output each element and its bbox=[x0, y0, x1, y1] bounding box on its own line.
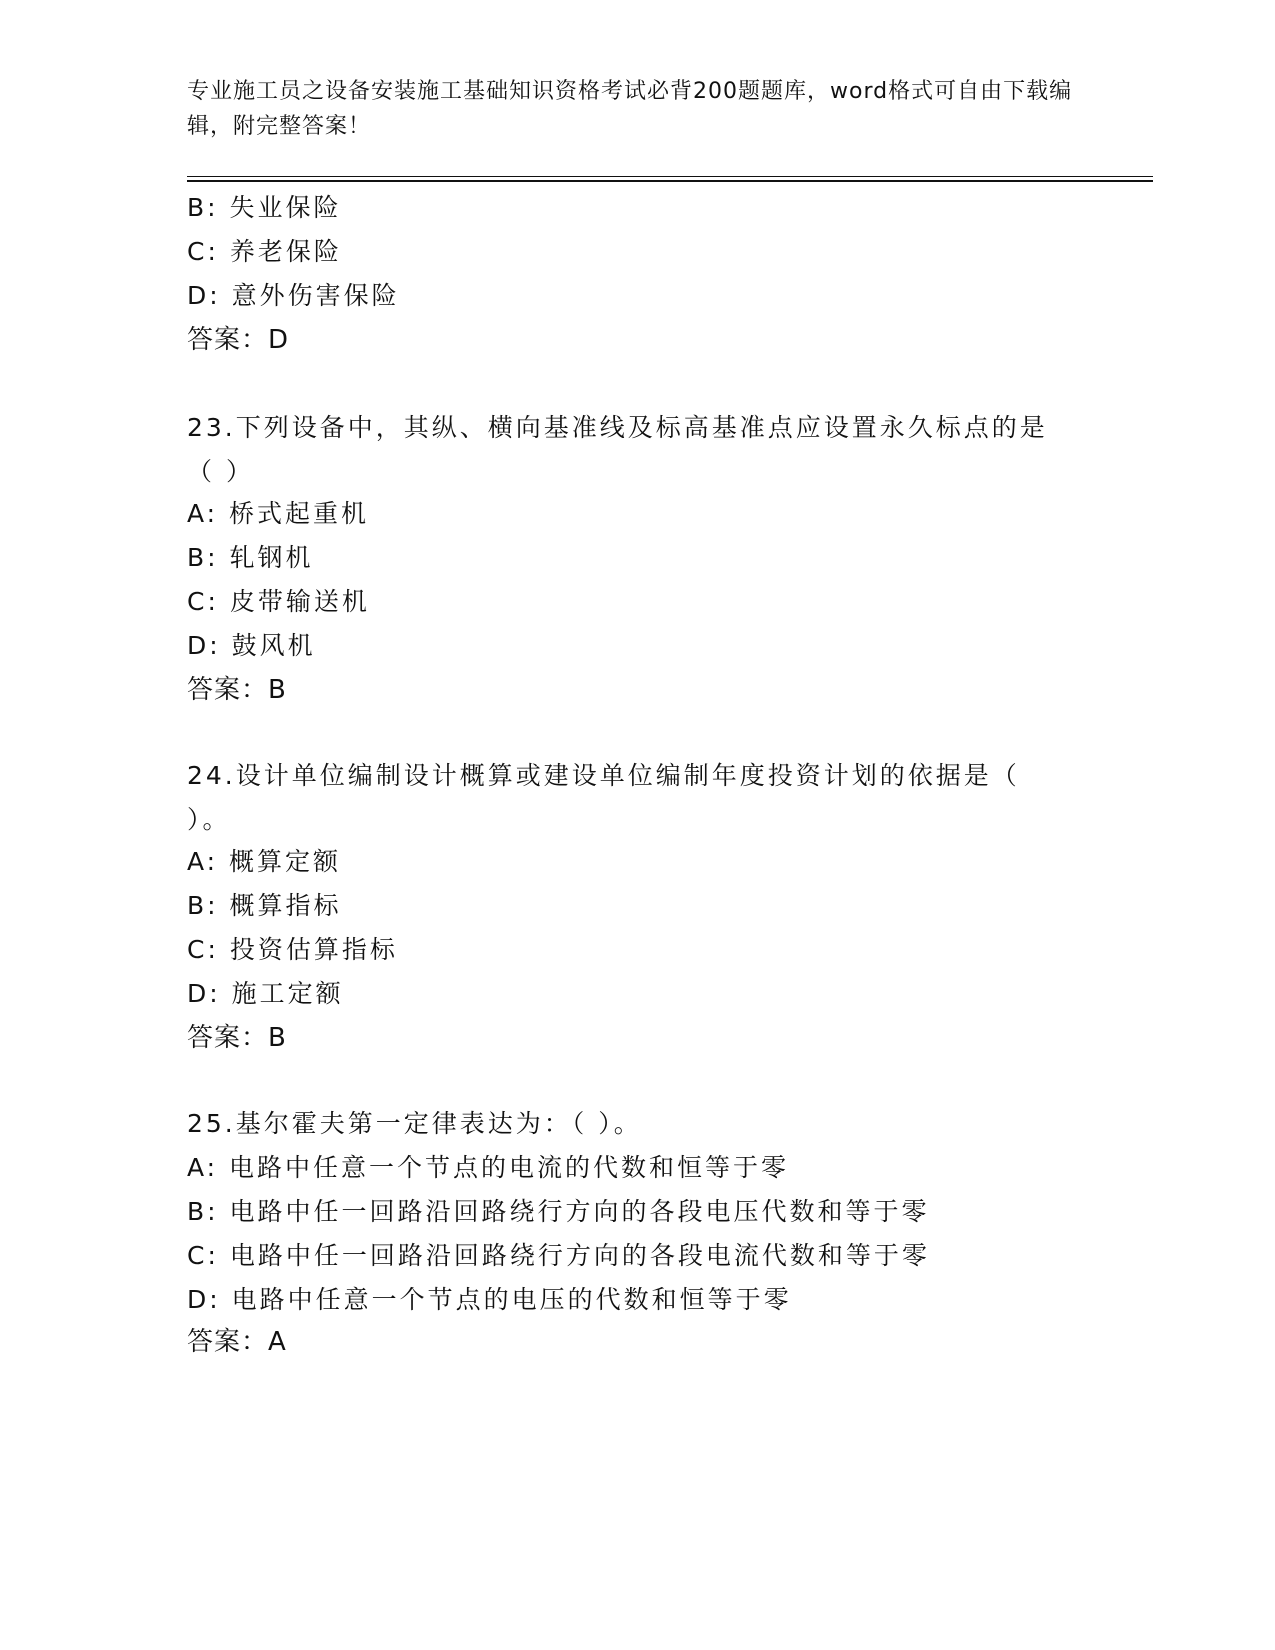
header-divider-thin bbox=[187, 176, 1153, 177]
question-stem: 23.下列设备中，其纵、横向基准线及标高基准点应设置永久标点的是 bbox=[187, 413, 1048, 442]
answer-line: 答案：A bbox=[187, 1327, 287, 1357]
option-c: C: 养老保险 bbox=[187, 237, 342, 266]
option-b: B: 概算指标 bbox=[187, 891, 342, 920]
option-a: A: 桥式起重机 bbox=[187, 499, 370, 528]
question-stem: 25.基尔霍夫第一定律表达为：（ ）。 bbox=[187, 1109, 642, 1138]
option-a: A: 概算定额 bbox=[187, 847, 342, 876]
answer-line: 答案：B bbox=[187, 1023, 287, 1053]
question-stem: 24.设计单位编制设计概算或建设单位编制年度投资计划的依据是（ bbox=[187, 761, 1020, 790]
option-d: D: 鼓风机 bbox=[187, 631, 316, 660]
option-b: B: 轧钢机 bbox=[187, 543, 314, 572]
option-b: B: 失业保险 bbox=[187, 193, 342, 222]
answer-line: 答案：D bbox=[187, 325, 290, 355]
question-stem-continued: （ ） bbox=[187, 457, 254, 486]
option-d: D: 意外伤害保险 bbox=[187, 281, 400, 310]
option-d: D: 电路中任意一个节点的电压的代数和恒等于零 bbox=[187, 1285, 792, 1314]
document-header: 专业施工员之设备安装施工基础知识资格考试必背200题题库，word格式可自由下载编辑，附完整答案！ bbox=[187, 79, 1073, 139]
option-c: C: 皮带输送机 bbox=[187, 587, 370, 616]
option-c: C: 投资估算指标 bbox=[187, 935, 398, 964]
option-c: C: 电路中任一回路沿回路绕行方向的各段电流代数和等于零 bbox=[187, 1241, 930, 1270]
answer-line: 答案：B bbox=[187, 675, 287, 705]
option-d: D: 施工定额 bbox=[187, 979, 344, 1008]
option-a: A: 电路中任意一个节点的电流的代数和恒等于零 bbox=[187, 1153, 790, 1182]
option-b: B: 电路中任一回路沿回路绕行方向的各段电压代数和等于零 bbox=[187, 1197, 930, 1226]
header-divider-thick bbox=[187, 180, 1153, 182]
question-stem-continued: ）。 bbox=[187, 805, 231, 834]
